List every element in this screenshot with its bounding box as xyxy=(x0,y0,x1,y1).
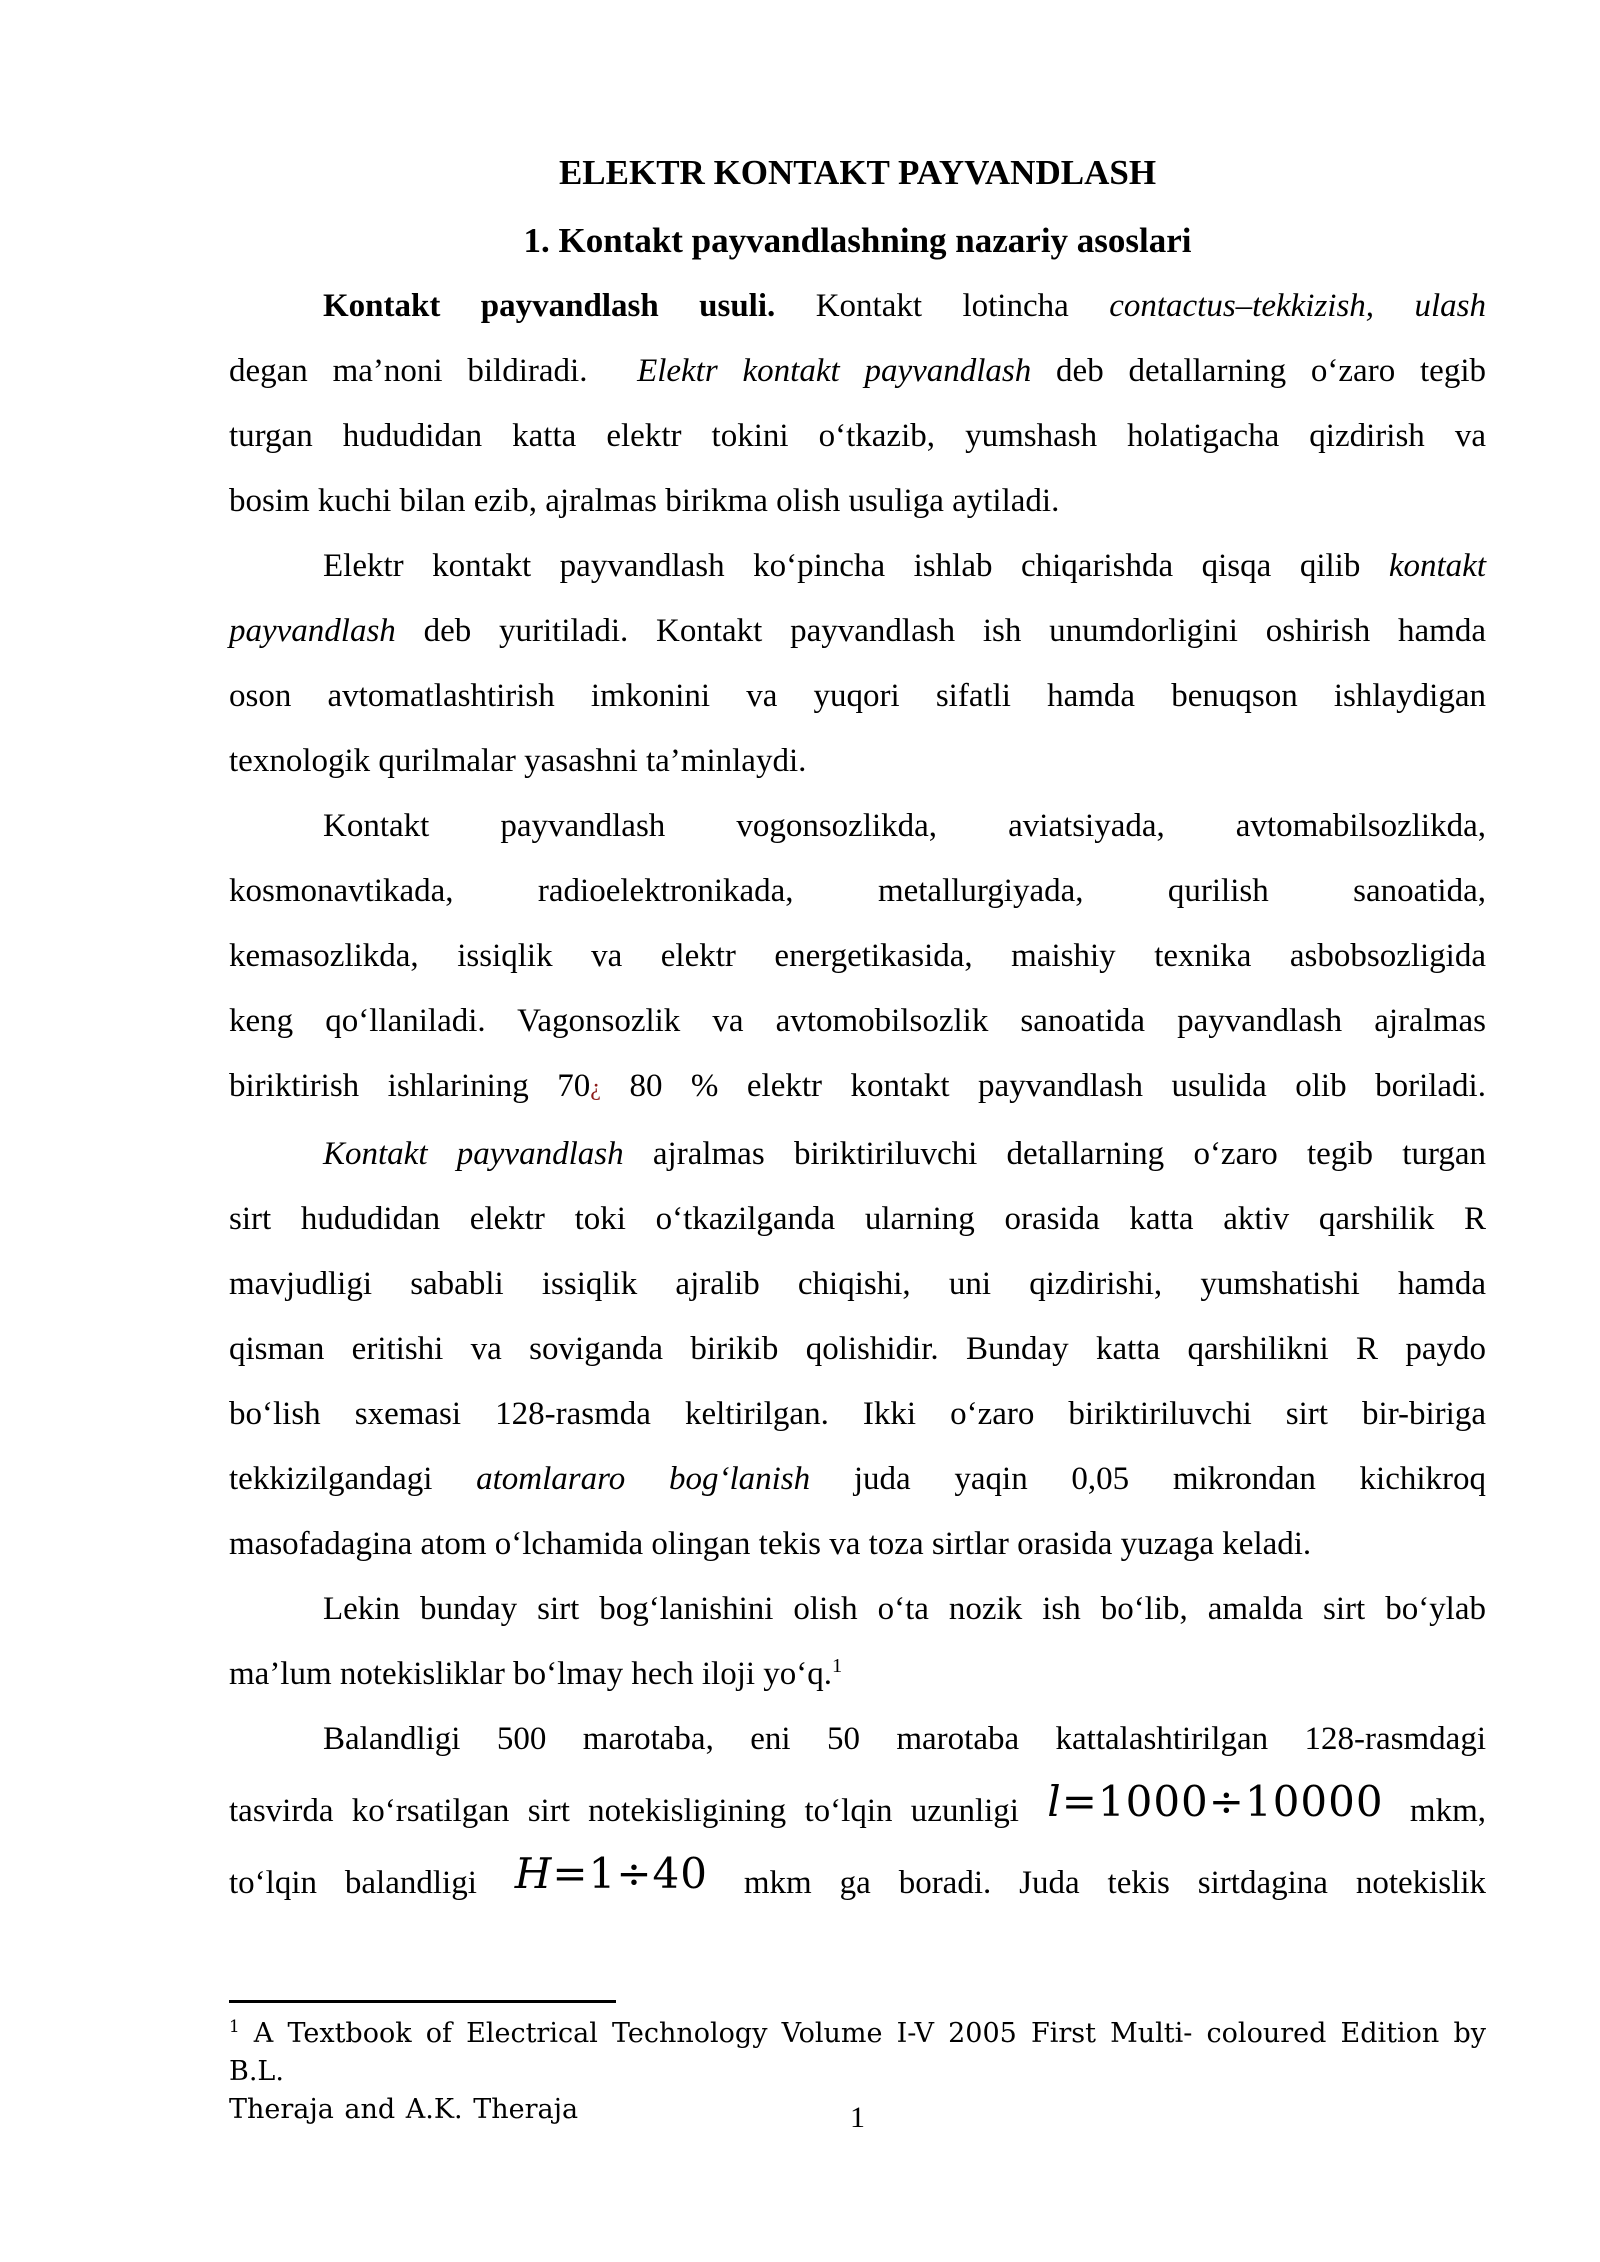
paragraphs-container xyxy=(229,274,1486,1916)
text-line xyxy=(229,339,1486,404)
footnote-separator xyxy=(229,2000,616,2003)
text-line xyxy=(229,794,1486,859)
formula-variable: H xyxy=(514,1849,553,1898)
text-line xyxy=(229,1779,1486,1844)
text-run: mkm, xyxy=(1391,1793,1486,1829)
text-line xyxy=(229,664,1486,729)
text-run: degan ma’noni bildiradi. xyxy=(229,353,638,389)
text-run: kosmonavtikada, radioelektronikada, metallurgiyada, qurilish sanoatida, xyxy=(229,873,1486,909)
italic-text-run: atomlararo bog‘lanish xyxy=(476,1461,811,1497)
bold-text-run: Kontakt payvandlash usuli. xyxy=(323,288,776,324)
text-line xyxy=(229,534,1486,599)
text-run: texnologik qurilmalar yasashni ta’minlaydi. xyxy=(229,743,807,779)
text-run: deb detallarning o‘zaro tegib xyxy=(1031,353,1486,389)
italic-text-run: Kontakt payvandlash xyxy=(323,1136,624,1172)
text-line xyxy=(229,469,1486,534)
text-run: juda yaqin 0,05 mikrondan kichikroq xyxy=(810,1461,1487,1497)
text-run: Lekin bunday sirt bog‘lanishini olish o‘ta nozik ish bo‘lib, amalda sirt bo‘ylab xyxy=(323,1591,1486,1627)
italic-text-run: contactus–tekkizish, ulash xyxy=(1109,288,1486,324)
text-line xyxy=(229,924,1486,989)
text-run: deb yuritiladi. Kontakt payvandlash ish unumdorligini oshirish hamda xyxy=(395,613,1486,649)
text-run: Balandligi 500 marotaba, eni 50 marotaba kattalashtirilgan 128-rasmdagi xyxy=(323,1721,1486,1757)
italic-text-run: kontakt xyxy=(1388,548,1486,584)
text-line xyxy=(229,1707,1486,1772)
text-run: kemasozlikda, issiqlik va elektr energetikasida, maishiy texnika asbobsozligida xyxy=(229,938,1486,974)
text-run: bo‘lish sxemasi 128-rasmda keltirilgan. Ikki o‘zaro biriktiriluvchi sirt bir-biriga xyxy=(229,1396,1486,1432)
text-line xyxy=(229,1447,1486,1512)
text-run: bosim kuchi bilan ezib, ajralmas birikma olish usuliga aytiladi. xyxy=(229,483,1060,519)
text-run: Kontakt payvandlash vogonsozlikda, aviatsiyada, avtomabilsozlikda, xyxy=(323,808,1486,844)
paragraph xyxy=(229,794,1486,1122)
text-run: Theraja and A.K. Theraja xyxy=(229,2094,579,2125)
text-line xyxy=(229,729,1486,794)
text-run: oson avtomatlashtirish imkonini va yuqori sifatli hamda benuqson ishlaydigan xyxy=(229,678,1486,714)
page-title: ELEKTR KONTAKT PAYVANDLASH xyxy=(558,153,1157,192)
text-line xyxy=(229,1122,1486,1187)
text-run: masofadagina atom o‘lchamida olingan tekis va toza sirtlar orasida yuzaga keladi. xyxy=(229,1526,1312,1562)
text-run: 80 % elektr kontakt payvandlash usulida olib boriladi. xyxy=(600,1068,1486,1104)
italic-text-run: payvandlash xyxy=(229,613,396,649)
document-body xyxy=(229,138,1486,1916)
paragraph xyxy=(229,534,1486,794)
page-number: 1 xyxy=(850,2101,865,2134)
footnote-reference: 1 xyxy=(832,1655,843,1677)
text-line xyxy=(229,1187,1486,1252)
paragraph xyxy=(229,274,1486,534)
text-run: keng qo‘llaniladi. Vagonsozlik va avtomobilsozlik sanoatida payvandlash ajralmas xyxy=(229,1003,1486,1039)
text-line xyxy=(229,599,1486,664)
text-line xyxy=(229,274,1486,339)
text-line xyxy=(229,859,1486,924)
italic-text-run: Elektr kontakt payvandlash xyxy=(637,353,1032,389)
text-run: Elektr kontakt payvandlash ko‘pincha ishlab chiqarishda qisqa qilib xyxy=(323,548,1389,584)
text-line xyxy=(229,1317,1486,1382)
text-run: mkm ga boradi. Juda tekis sirtdagina notekislik xyxy=(715,1865,1486,1901)
text-run: Kontakt lotincha xyxy=(775,288,1110,324)
paragraph xyxy=(229,1122,1486,1577)
paragraph xyxy=(229,1577,1486,1707)
formula-variable: l xyxy=(1047,1777,1062,1826)
text-line xyxy=(229,1054,1486,1122)
section-heading: 1. Kontakt payvandlashning nazariy asoslari xyxy=(523,221,1192,260)
text-run: tasvirda ko‘rsatilgan sirt notekisligining to‘lqin uzunligi xyxy=(229,1793,1038,1829)
formula-value: =1÷40 xyxy=(552,1849,708,1898)
text-run: ma’lum notekisliklar bo‘lmay hech iloji yo‘q. xyxy=(229,1656,833,1692)
text-run: A Textbook of Electrical Technology Volume I-V 2005 First Multi- coloured Edition by B.L. xyxy=(229,2018,1486,2087)
paragraph xyxy=(229,1707,1486,1916)
text-run: qisman eritishi va soviganda birikib qolishidir. Bunday katta qarshilikni R paydo xyxy=(229,1331,1486,1367)
text-run: mavjudligi sababli issiqlik ajralib chiqishi, uni qizdirishi, yumshatishi hamda xyxy=(229,1266,1486,1302)
text-run: turgan hududidan katta elektr tokini o‘tkazib, yumshash holatigacha qizdirish va xyxy=(229,418,1486,454)
footnote-reference: 1 xyxy=(229,2016,240,2036)
text-line xyxy=(229,1577,1486,1642)
text-line xyxy=(229,1252,1486,1317)
text-line xyxy=(229,2015,1486,2091)
text-run: biriktirish ishlarining 70 xyxy=(229,1068,591,1104)
formula-value: =1000÷10000 xyxy=(1061,1777,1384,1826)
text-run: ajralmas biriktiriluvchi detallarning o‘zaro tegib turgan xyxy=(623,1136,1486,1172)
text-run: sirt hududidan elektr toki o‘tkazilganda ularning orasida katta aktiv qarshilik R xyxy=(229,1201,1486,1237)
text-line xyxy=(229,1382,1486,1447)
text-line xyxy=(229,989,1486,1054)
text-line xyxy=(229,1642,1486,1707)
equation-artifact-glyph: ¿ xyxy=(590,1075,601,1101)
text-line xyxy=(229,404,1486,469)
text-run: to‘lqin balandligi xyxy=(229,1865,505,1901)
text-line xyxy=(229,1512,1486,1577)
text-run: tekkizilgandagi xyxy=(229,1461,477,1497)
text-line xyxy=(229,1851,1486,1916)
